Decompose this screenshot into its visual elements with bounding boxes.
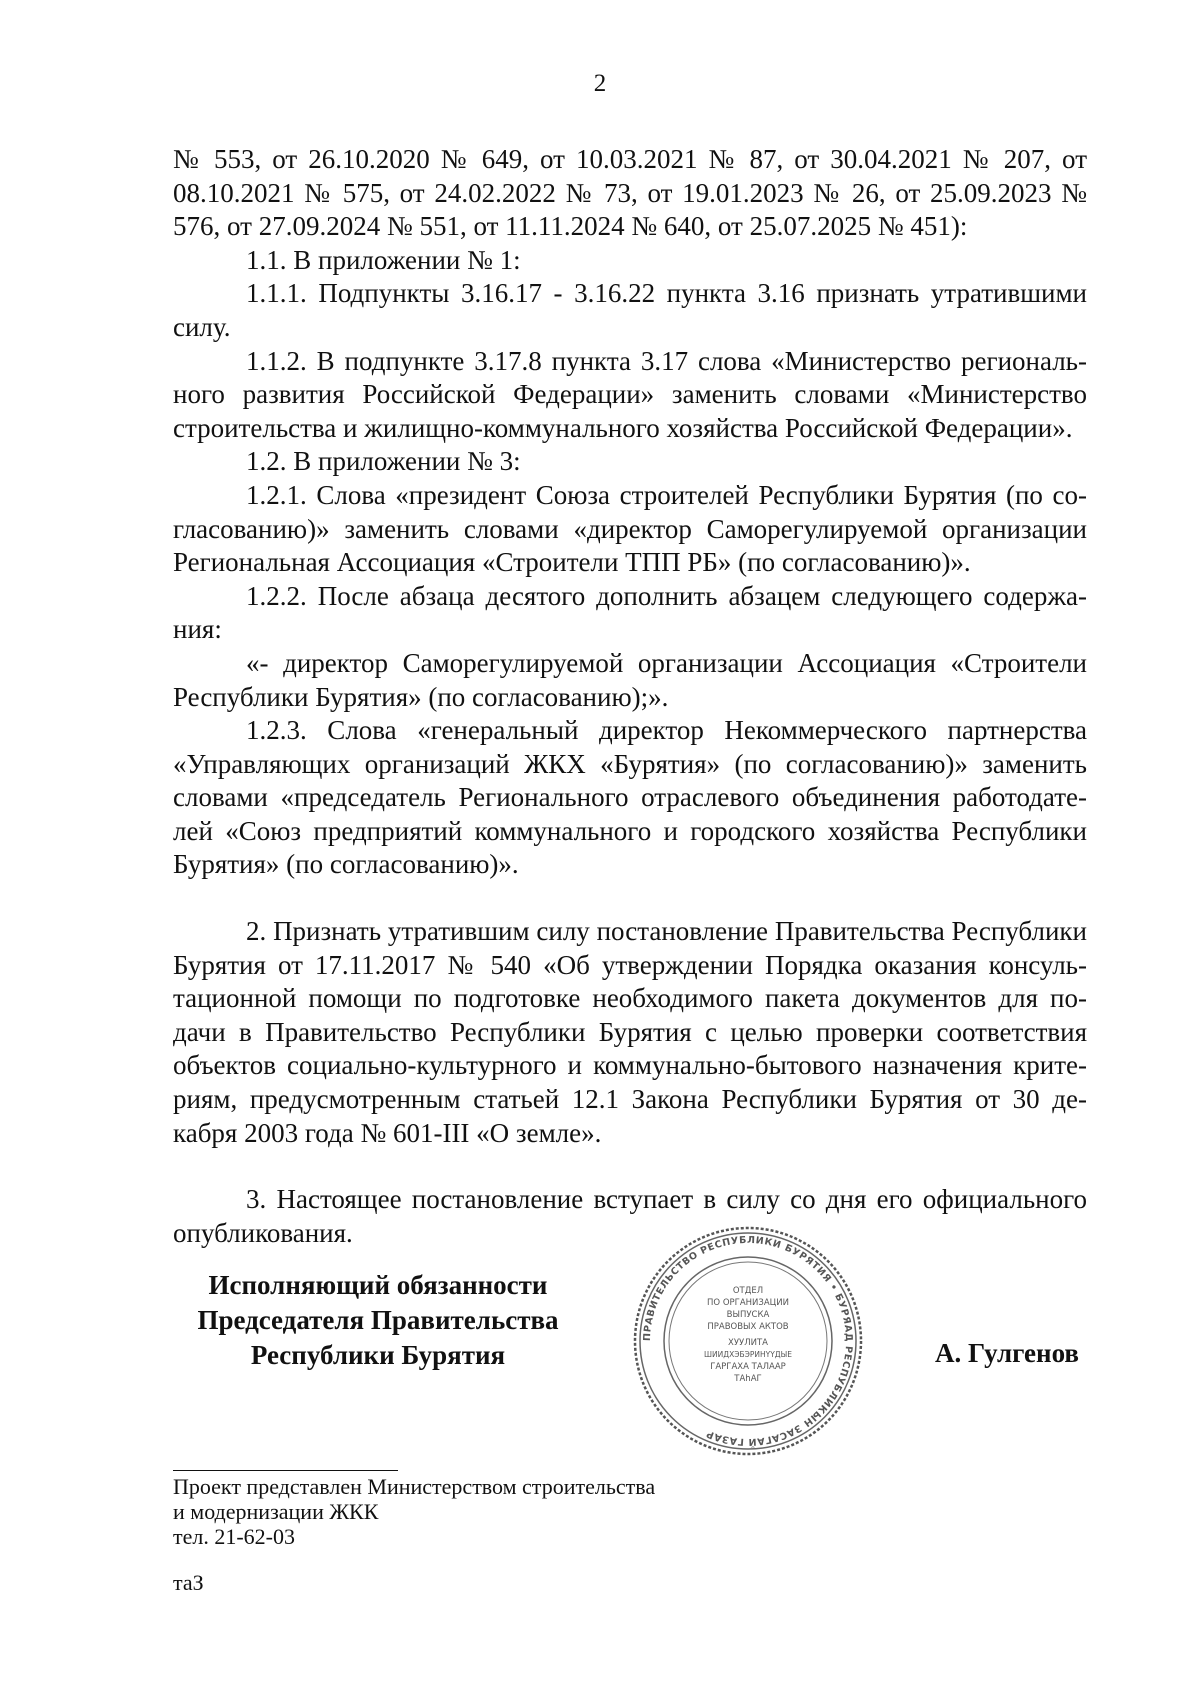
paragraph-amendments-list: № 553, от 26.10.2020 № 649, от 10.03.2021 № 87, от 30.04.2021 № 207, от 08.10.2021 № 575, от 24.02.2022 № 73, от 19.01.2023 № 26, от 25.09.2023 № 576, от 27.09.2024 № 551, от 11.11.2024 № 640, от 25.07.2025 № 451):	[173, 144, 1087, 242]
paragraph-2: 2. Признать утратившим силу постановление Правительства Республики Бурятия от 17.11.2017 № 540 «Об утверждении Порядка оказания консультационной помощи по подготовке необходимого пакета документов для подачи в Правительство Республики Бурятия с целью проверки соответствия объектов социально-культурного и коммунально-бытового назначения критериям, предусмотренным статьей 12.1 Закона Республики Бурятия от 30 декабря 2003 года № 601-III «О земле».	[173, 916, 1087, 1148]
seal-center-line4: ПРАВОВЫХ АКТОВ	[707, 1322, 789, 1332]
signatory-position	[178, 1268, 578, 1373]
paragraph-1-1-2: 1.1.2. В подпункте 3.17.8 пункта 3.17 слова «Министерство регионального развития Российской Федерации» заменить словами «Министерство строительства и жилищно-коммунального хозяйства Российской Федерации».	[173, 345, 1087, 443]
footnote	[173, 1474, 655, 1549]
paragraph-1-2-2: 1.2.2. После абзаца десятого дополнить абзацем следующего содержания:	[173, 580, 1087, 645]
paragraph-1-1-1: 1.1.1. Подпункты 3.16.17 - 3.16.22 пункта 3.16 признать утратившими силу.	[173, 278, 1087, 342]
official-seal-stamp	[632, 1225, 864, 1457]
footnote-line2: и модернизации ЖКК	[173, 1499, 379, 1524]
signatory-position-line3: Республики Бурятия	[250, 1340, 506, 1370]
paragraph-new-abzac: «- директор Саморегулируемой организации Ассоциация «Строители Республики Бурятия» (по согласованию);».	[173, 647, 1087, 712]
executor-initials: таЗ	[173, 1570, 204, 1595]
seal-center-line6: ШИИДХЭБЭРИНҮҮДЫЕ	[703, 1350, 793, 1359]
page-number: 2	[593, 70, 607, 97]
signatory-name: А. Гулгенов	[935, 1338, 1079, 1368]
document-body	[173, 143, 1087, 1250]
signatory-position-line1: Исполняющий обязанности	[208, 1270, 548, 1300]
seal-center-line3: ВЫПУСКА	[726, 1310, 770, 1320]
seal-center-line1: ОТДЕЛ	[732, 1286, 764, 1296]
signatory-position-line2: Председателя Правительства	[197, 1305, 559, 1335]
paragraph-1-2: 1.2. В приложении № 3:	[246, 446, 521, 477]
seal-center-line5: ХУУЛИТА	[728, 1338, 768, 1348]
paragraph-1-2-3: 1.2.3. Слова «генеральный директор Некоммерческого партнерства «Управляющих организаций ЖКХ «Бурятия» (по согласованию)» заменить словами «председатель Регионального отраслевого объединения работодателей «Союз предприятий коммунального и городского хозяйства Республики Бурятия» (по согласованию)».	[173, 715, 1087, 880]
paragraph-1-1: 1.1. В приложении № 1:	[246, 244, 521, 275]
seal-center-line7: ГАРГАХА ТАЛААР	[710, 1362, 786, 1372]
paragraph-3: 3. Настоящее постановление вступает в силу со дня его официального опубликования.	[173, 1184, 1087, 1248]
footnote-phone: тел. 21-62-03	[173, 1524, 296, 1549]
paragraph-1-2-1: 1.2.1. Слова «президент Союза строителей Республики Бурятия (по согласованию)» заменить словами «директор Саморегулируемой организации Региональная Ассоциация «Строители ТПП РБ» (по согласованию)».	[173, 479, 1087, 578]
seal-outer-text: ПРАВИТЕЛЬСТВО РЕСПУБЛИКИ БУРЯТИЯ • БУРЯАД РЕСПУБЛИКЫН ЗАСАГАЙ ГАЗАР	[641, 1234, 855, 1448]
footnote-line1: Проект представлен Министерством строительства	[173, 1474, 656, 1499]
seal-center-line8: ТАһАГ	[734, 1374, 762, 1384]
seal-center-line2: ПО ОРГАНИЗАЦИИ	[707, 1298, 789, 1308]
footnote-divider	[173, 1470, 398, 1471]
